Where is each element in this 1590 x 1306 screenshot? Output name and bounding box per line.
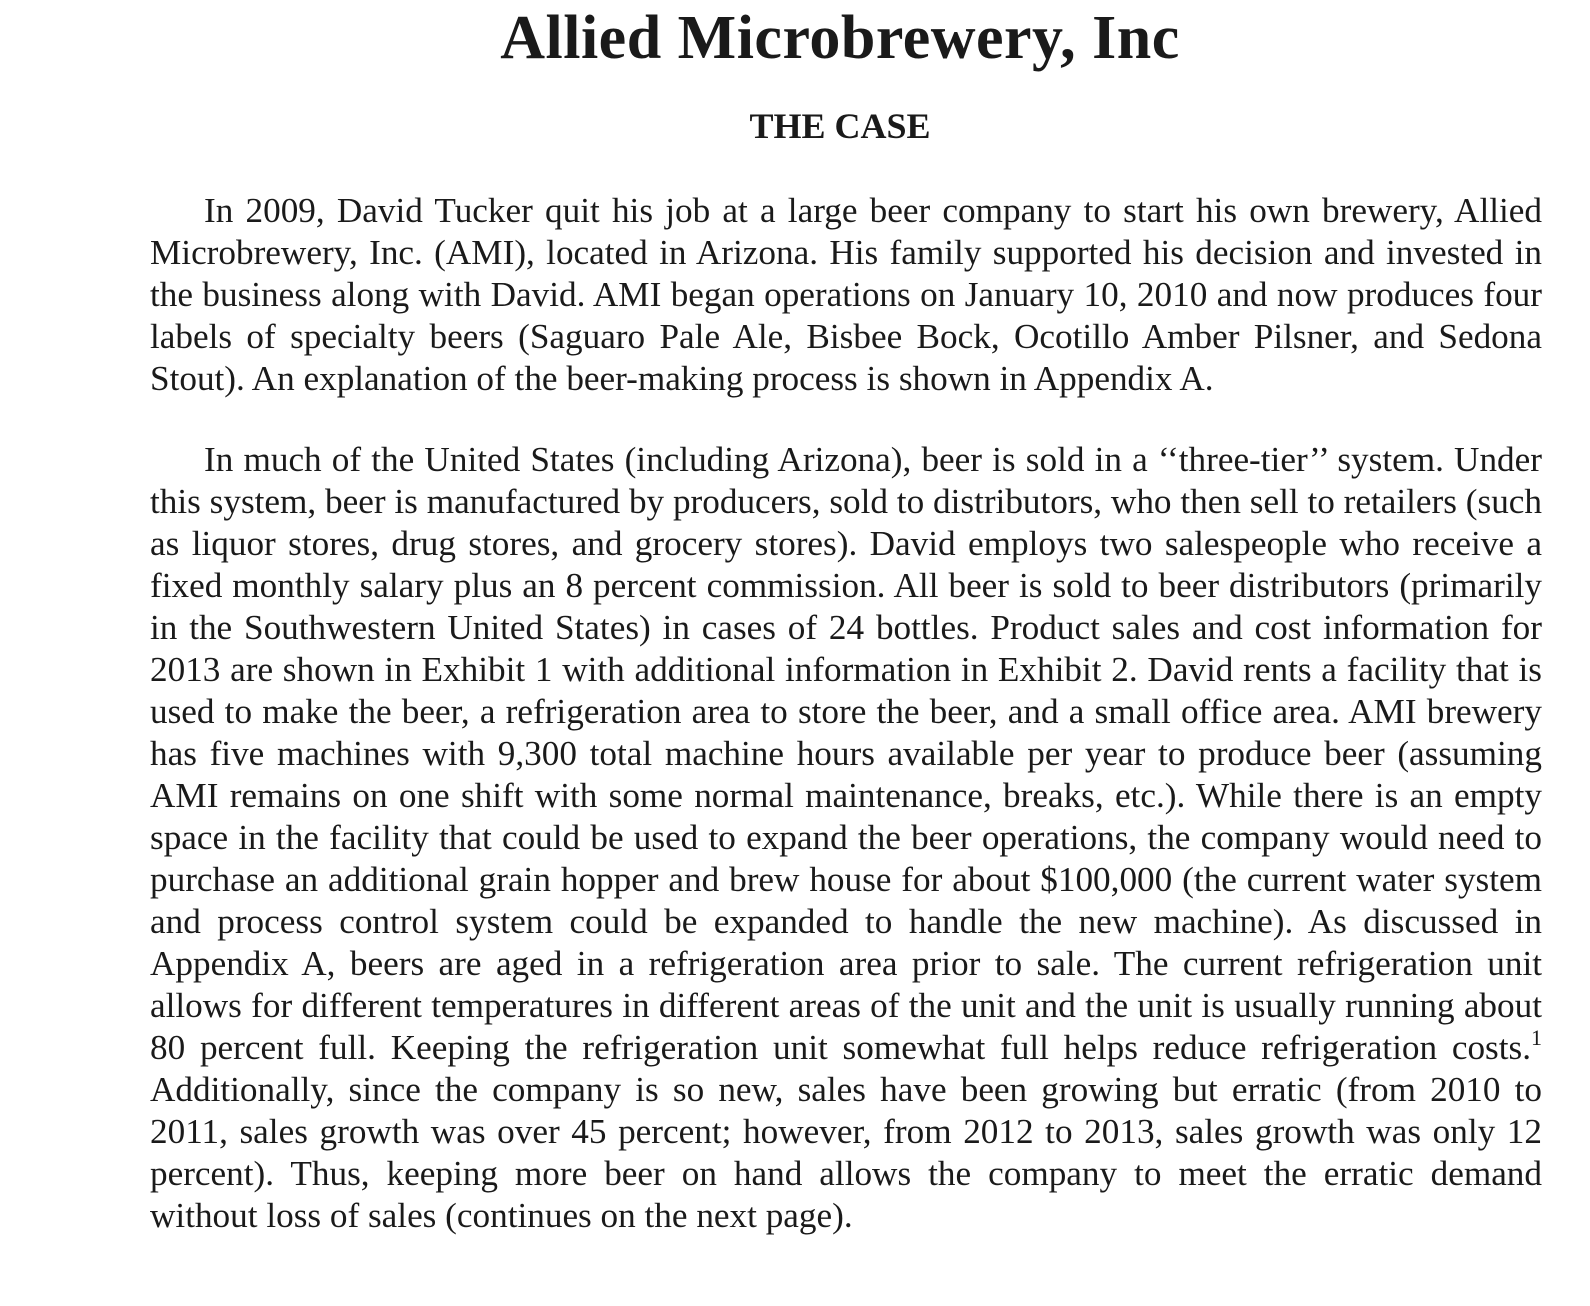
paragraph-three-tier-text-2: Additionally, since the company is so new, sales have been growing but erratic (from 2010 to 2011, sales growth was over 45 percent; however, from 2012 to 2013, sales growth was only 12 percent). Thus, keeping more beer on hand allows the company to meet the erratic demand without loss of sales (continues on the next page).: [150, 1070, 1542, 1235]
paragraph-intro: In 2009, David Tucker quit his job at a large beer company to start his own brewery, Allied Microbrewery, Inc. (AMI), located in Arizona. His family supported his decision and invested in the business along with David. AMI began operations on January 10, 2010 and now produces four labels of specialty beers (Saguaro Pale Ale, Bisbee Bock, Ocotillo Amber Pilsner, and Sedona Stout). An explanation of the beer-making process is shown in Appendix A.: [150, 191, 1542, 398]
section-heading: THE CASE: [749, 106, 931, 146]
document-title: Allied Microbrewery, Inc: [500, 4, 1180, 72]
paragraph-three-tier: [150, 439, 1542, 1237]
paragraph-three-tier-text-1: In much of the United States (including Arizona), beer is sold in a ‘‘three-tier’’ system. Under this system, beer is manufactured by producers, sold to distributors, who then sell to retailers (such as liquor stores, drug stores, and grocery stores). David employs two salespeople who receive a fixed monthly salary plus an 8 percent commission. All beer is sold to beer distributors (primarily in the Southwestern United States) in cases of 24 bottles. Product sales and cost information for 2013 are shown in Exhibit 1 with additional information in Exhibit 2. David rents a facility that is used to make the beer, a refrigeration area to store the beer, and a small office area. AMI brewery has five machines with 9,300 total machine hours available per year to produce beer (assuming AMI remains on one shift with some normal maintenance, breaks, etc.). While there is an empty space in the facility that could be used to expand the beer operations, the company would need to purchase an additional grain hopper and brew house for about $100,000 (the current water system and process control system could be expanded to handle the new machine). As discussed in Appendix A, beers are aged in a refrigeration area prior to sale. The current refrigeration unit allows for different temperatures in different areas of the unit and the unit is usually running about 80 percent full. Keeping the refrigeration unit somewhat full helps reduce refrigeration costs.: [150, 440, 1542, 1067]
footnote-marker: 1: [1531, 1025, 1542, 1050]
